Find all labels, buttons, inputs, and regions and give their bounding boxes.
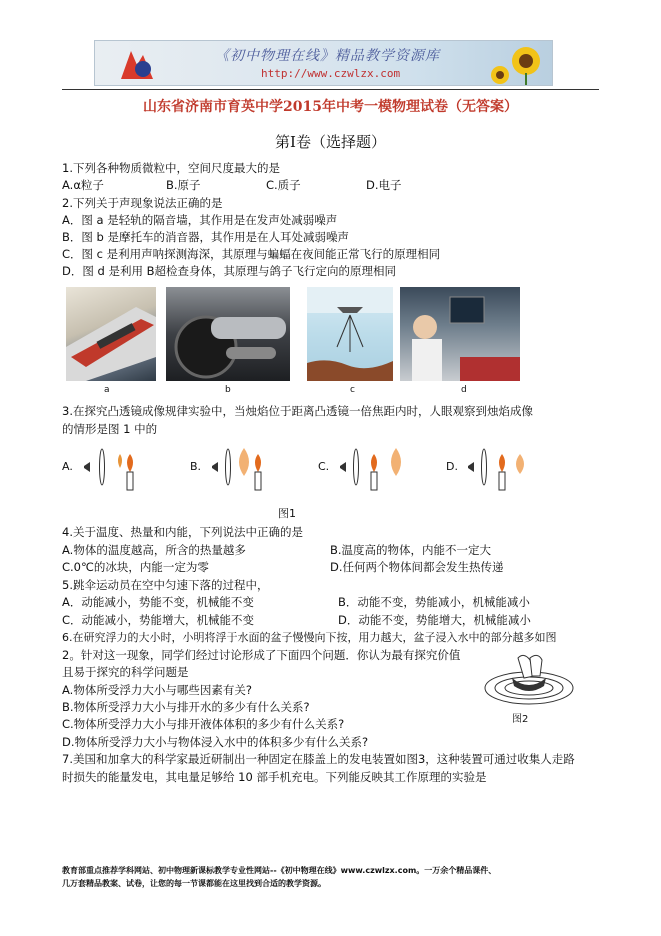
q3-option-a-letter: A. <box>62 460 73 473</box>
q7-line1: 7.美国和加拿大的科学家最近研制出一种固定在膝盖上的发电装置如图3，这种装置可通过收集人走路 <box>62 752 575 766</box>
q3-figure-a <box>62 446 152 492</box>
photo-c-sonar-ocean <box>307 287 393 381</box>
photo-d-ultrasound-exam <box>400 287 520 381</box>
q4-option-b: B.温度高的物体，内能不一定大 <box>330 543 492 557</box>
q3-stem-line2: 的情形是图 1 中的 <box>62 422 158 436</box>
q5-option-c: C．动能减小，势能增大，机械能不变 <box>62 613 255 627</box>
q1-option-d: D.电子 <box>366 178 402 192</box>
q6-figure-basin-drawing <box>474 652 584 712</box>
photo-a-light-rail-sound-barrier <box>66 287 156 381</box>
header-rule <box>62 89 599 90</box>
q5-option-a: A．动能减小，势能不变，机械能不变 <box>62 595 254 609</box>
q2-stem: 2.下列关于声现象说法正确的是 <box>62 196 223 210</box>
q7-line2: 时损失的能量发电，其电量足够给 10 部手机充电。下列能反映其工作原理的实验是 <box>62 770 487 784</box>
q3-option-c-letter: C. <box>318 460 330 473</box>
q3-stem-line1: 3.在探究凸透镜成像规律实验中，当烛焰位于距离凸透镜一倍焦距内时，人眼观察到烛焰成像 <box>62 404 533 418</box>
q3-figure-b-drawing <box>206 446 280 492</box>
q6-option-b: B.物体所受浮力大小与排开水的多少有什么关系? <box>62 700 310 714</box>
q5-stem: 5.跳伞运动员在空中匀速下落的过程中， <box>62 578 269 592</box>
photo-b-motorcycle-muffler <box>166 287 290 381</box>
q3-option-b-letter: B. <box>190 460 202 473</box>
section-title: 第Ⅰ卷（选择题） <box>275 133 386 151</box>
page-footer <box>62 864 602 890</box>
q1-option-b: B.原子 <box>166 178 201 192</box>
q6-stem-line2: 2。针对这一现象，同学们经过讨论形成了下面四个问题．你认为最有探究价值 <box>62 648 461 662</box>
q3-figure-d-drawing <box>462 446 536 492</box>
q3-figure-d <box>446 446 536 492</box>
footer-line2: 几万套精品教案、试卷，让您的每一节课都能在这里找到合适的教学资源。 <box>62 879 326 888</box>
photo-label-d: d <box>461 385 467 395</box>
q5-option-d: D．动能不变，势能增大，机械能减小 <box>338 613 531 627</box>
q3-option-d-letter: D. <box>446 460 458 473</box>
q3-figure-b <box>190 446 280 492</box>
q4-option-c: C.0℃的冰块，内能一定为零 <box>62 560 209 574</box>
photo-label-a: a <box>104 385 110 395</box>
q6-option-d: D.物体所受浮力大小与物体浸入水中的体积多少有什么关系? <box>62 735 369 749</box>
q1-option-c: C.质子 <box>266 178 301 192</box>
q1-stem: 1.下列各种物质微粒中，空间尺度最大的是 <box>62 161 280 175</box>
photo-label-c: c <box>350 385 355 395</box>
banner-url: http://www.czwlzx.com <box>261 67 401 80</box>
q2-option-c: C．图 c 是利用声呐探测海深，其原理与蝙蝠在夜间能正常飞行的原理相同 <box>62 247 441 261</box>
q1-option-a: A.α粒子 <box>62 178 104 192</box>
q2-option-a: A．图 a 是轻轨的隔音墙，其作用是在发声处减弱噪声 <box>62 213 338 227</box>
q6-option-c: C.物体所受浮力大小与排开液体体积的多少有什么关系? <box>62 717 345 731</box>
q3-figure-c <box>318 446 408 492</box>
q6-figure-caption: 图2 <box>512 714 529 725</box>
q2-option-d: D．图 d 是利用 B超检查身体，其原理与鸽子飞行定向的原理相同 <box>62 264 397 278</box>
header-banner <box>94 40 553 86</box>
q3-figure-a-drawing <box>78 446 152 492</box>
sunflower-icon <box>490 41 552 85</box>
q3-figure-c-drawing <box>334 446 408 492</box>
document-title: 山东省济南市育英中学2015年中考一模物理试卷（无答案） <box>143 99 518 115</box>
q4-option-d: D.任何两个物体间都会发生热传递 <box>330 560 504 574</box>
q3-figure-caption: 图1 <box>278 507 296 520</box>
q6-stem-line3: 且易于探究的科学问题是 <box>62 665 189 679</box>
footer-line1: 教育部重点推荐学科网站、初中物理新课标教学专业性网站--《初中物理在线》www.czwlzx.com。一万余个精品课件、 <box>62 866 497 875</box>
photo-label-b: b <box>225 385 231 395</box>
q4-option-a: A.物体的温度越高，所含的热量越多 <box>62 543 246 557</box>
q5-option-b: B．动能不变，势能减小，机械能减小 <box>338 595 530 609</box>
q6-stem-line1: 6.在研究浮力的大小时，小明将浮于水面的盆子慢慢向下按，用力越大，盆子浸入水中的部分越多如图 <box>62 631 557 644</box>
q6-option-a: A.物体所受浮力大小与哪些因素有关? <box>62 683 252 697</box>
site-logo-icon <box>117 45 157 83</box>
q4-stem: 4.关于温度、热量和内能，下列说法中正确的是 <box>62 525 303 539</box>
q2-option-b: B．图 b 是摩托车的消音器，其作用是在人耳处减弱噪声 <box>62 230 349 244</box>
banner-title: 《初中物理在线》精品教学资源库 <box>215 48 440 64</box>
